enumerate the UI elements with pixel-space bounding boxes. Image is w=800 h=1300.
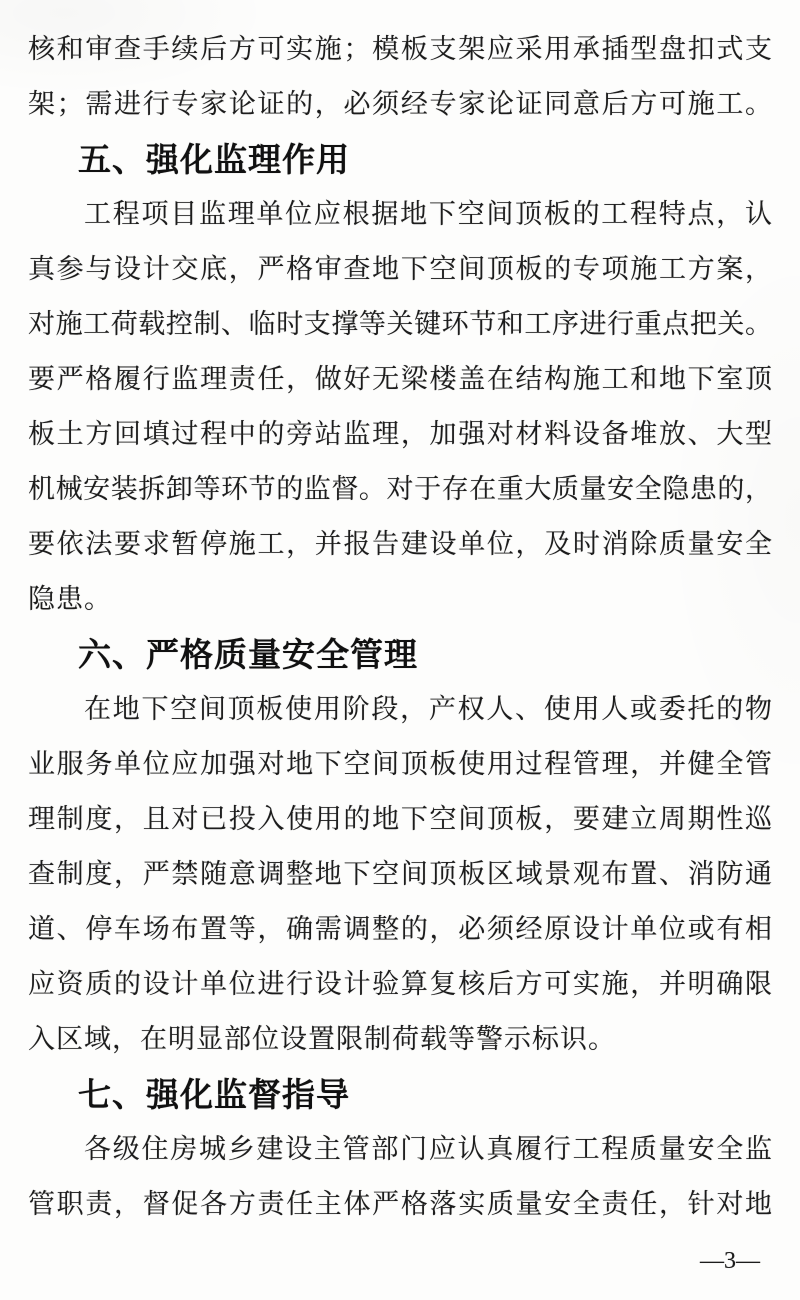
text-line: 业服务单位应加强对地下空间顶板使用过程管理，并健全管: [28, 749, 772, 779]
text-line: 管职责，督促各方责任主体严格落实质量安全责任，针对地: [28, 1189, 772, 1219]
text-line: 机械安装拆卸等环节的监督。对于存在重大质量安全隐患的，: [28, 474, 772, 504]
paragraph-last-line: 隐患。: [28, 584, 112, 614]
text-line: 架；需进行专家论证的，必须经专家论证同意后方可施工。: [28, 89, 772, 119]
paragraph-last-line: 入区域，在明显部位设置限制荷载等警示标识。: [28, 1024, 616, 1054]
text-line: 道、停车场布置等，确需调整的，必须经原设计单位或有相: [28, 914, 772, 944]
text-line: 应资质的设计单位进行设计验算复核后方可实施，并明确限: [28, 969, 772, 999]
text-line: 理制度，且对已投入使用的地下空间顶板，要建立周期性巡: [28, 804, 772, 834]
text-line: 真参与设计交底，严格审查地下空间顶板的专项施工方案，: [28, 254, 772, 284]
section-heading-7: 七、强化监督指导: [78, 1076, 350, 1113]
section-heading-6: 六、严格质量安全管理: [78, 636, 418, 673]
document-body: [28, 22, 772, 1232]
text-line: 要依法要求暂停施工，并报告建设单位，及时消除质量安全: [28, 529, 772, 559]
section-heading-5: 五、强化监理作用: [78, 141, 350, 178]
text-line: 要严格履行监理责任，做好无梁楼盖在结构施工和地下室顶: [28, 364, 772, 394]
paragraph-first-line: 工程项目监理单位应根据地下空间顶板的工程特点，认: [84, 199, 772, 229]
text-line: 板土方回填过程中的旁站监理，加强对材料设备堆放、大型: [28, 419, 772, 449]
text-line: 对施工荷载控制、临时支撑等关键环节和工序进行重点把关。: [28, 309, 772, 339]
paragraph-first-line: 各级住房城乡建设主管部门应认真履行工程质量安全监: [84, 1134, 772, 1164]
page-number: —3—: [700, 1248, 760, 1274]
text-line: 查制度，严禁随意调整地下空间顶板区域景观布置、消防通: [28, 859, 772, 889]
paragraph-first-line: 在地下空间顶板使用阶段，产权人、使用人或委托的物: [84, 694, 772, 724]
text-line: 核和审查手续后方可实施；模板支架应采用承插型盘扣式支: [28, 34, 772, 64]
